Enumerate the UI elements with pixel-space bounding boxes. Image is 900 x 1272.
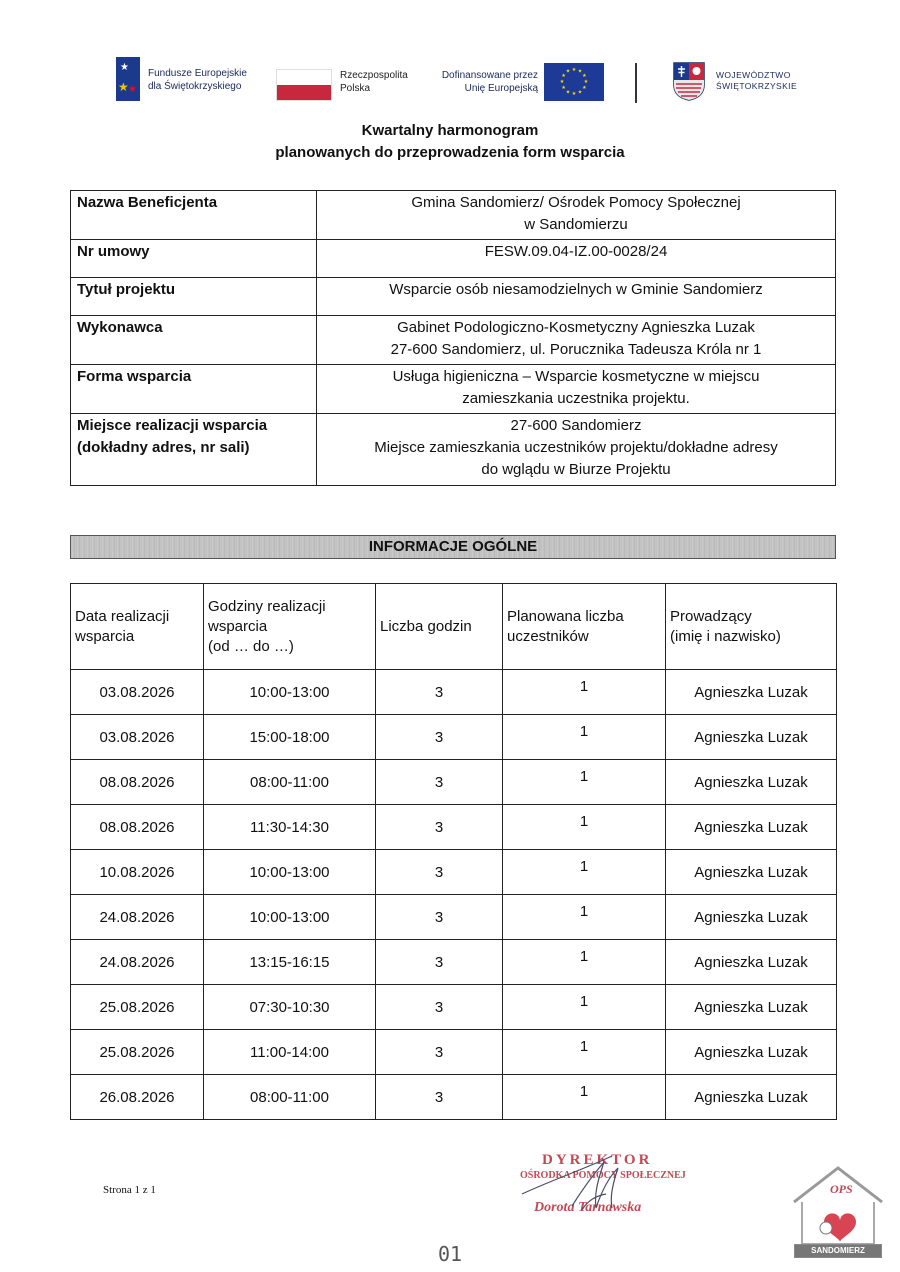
- cell-hours: 10:00-13:00: [204, 670, 376, 715]
- cell-count: 3: [376, 940, 503, 985]
- document-title-line2: planowanych do przeprowadzenia form wsparcia: [275, 144, 625, 161]
- header-participants-line2: uczestników: [507, 627, 589, 645]
- cell-date: 10.08.2026: [71, 850, 204, 895]
- miejsce-value-line3: do wglądu w Biurze Projektu: [481, 461, 671, 478]
- svg-text:★: ★: [571, 67, 577, 73]
- fe-logo-line1: Fundusze Europejskie: [148, 68, 247, 79]
- table-row: [71, 805, 837, 850]
- header-hours-line1: Godziny realizacji: [208, 597, 326, 615]
- svg-text:★: ★: [577, 89, 583, 96]
- cell-date: 03.08.2026: [71, 670, 204, 715]
- tytul-label: Tytuł projektu: [71, 278, 317, 316]
- cell-lead: Agnieszka Luzak: [666, 1030, 837, 1075]
- project-info-table: [70, 190, 836, 486]
- beneficjent-value-line1: Gmina Sandomierz/ Ośrodek Pomocy Społecznej: [411, 194, 741, 211]
- miejsce-value-line2: Miejsce zamieszkania uczestników projektu/dokładne adresy: [374, 439, 778, 456]
- header-date: [71, 584, 204, 670]
- cell-count: 3: [376, 760, 503, 805]
- wykonawca-label: Wykonawca: [71, 316, 317, 365]
- miejsce-label-line1: Miejsce realizacji wsparcia: [77, 417, 268, 434]
- document-title-line1: Kwartalny harmonogram: [361, 122, 539, 139]
- logo-bar: [110, 55, 800, 105]
- header-participants-line1: Planowana liczba: [507, 607, 624, 625]
- forma-value-line1: Usługa higieniczna – Wsparcie kosmetyczne w miejscu: [392, 368, 760, 385]
- document-title: [0, 120, 900, 164]
- info-row-miejsce: [71, 414, 836, 486]
- cell-date: 08.08.2026: [71, 805, 204, 850]
- cell-lead: Agnieszka Luzak: [666, 895, 837, 940]
- section-banner: INFORMACJE OGÓLNE: [70, 535, 836, 559]
- cell-lead: Agnieszka Luzak: [666, 715, 837, 760]
- cell-participants: 1: [503, 760, 666, 805]
- director-stamp: [512, 1150, 692, 1222]
- table-row: [71, 715, 837, 760]
- beneficjent-value-line2: w Sandomierzu: [524, 216, 628, 233]
- cell-hours: 08:00-11:00: [204, 760, 376, 805]
- cell-hours: 10:00-13:00: [204, 850, 376, 895]
- cell-lead: Agnieszka Luzak: [666, 985, 837, 1030]
- table-row: [71, 985, 837, 1030]
- ws-logo-line1: WOJEWÓDZTWO: [716, 70, 791, 80]
- rp-logo-line1: Rzeczpospolita: [340, 70, 408, 81]
- svg-text:★: ★: [561, 85, 566, 91]
- header-date-line1: Data realizacji: [75, 607, 170, 625]
- forma-label: Forma wsparcia: [71, 365, 317, 414]
- cell-lead: Agnieszka Luzak: [666, 760, 837, 805]
- cell-hours: 13:15-16:15: [204, 940, 376, 985]
- header-lead: [666, 584, 837, 670]
- table-row: [71, 850, 837, 895]
- ue-logo-line2: Unię Europejską: [464, 83, 538, 94]
- wykonawca-value-line2: 27-600 Sandomierz, ul. Porucznika Tadeusza Króla nr 1: [390, 341, 762, 358]
- header-hours-line3: (od … do …): [208, 637, 294, 655]
- cell-date: 08.08.2026: [71, 760, 204, 805]
- ops-logo-text: OPS: [830, 1182, 853, 1196]
- cell-date: 24.08.2026: [71, 940, 204, 985]
- cell-lead: Agnieszka Luzak: [666, 670, 837, 715]
- cell-count: 3: [376, 895, 503, 940]
- stamp-name: Dorota Tarnawska: [534, 1200, 642, 1215]
- header-participants: [503, 584, 666, 670]
- cell-date: 03.08.2026: [71, 715, 204, 760]
- svg-text:★: ★: [571, 91, 577, 97]
- schedule-table: [70, 583, 837, 1120]
- wykonawca-value-line1: Gabinet Podologiczno-Kosmetyczny Agnieszka Luzak: [397, 319, 755, 336]
- cell-lead: Agnieszka Luzak: [666, 805, 837, 850]
- ops-logo-city: SANDOMIERZ: [794, 1244, 882, 1258]
- eu-flag-icon: [544, 63, 604, 101]
- cell-lead: Agnieszka Luzak: [666, 940, 837, 985]
- crest-icon: [672, 61, 706, 101]
- cell-count: 3: [376, 1075, 503, 1120]
- ue-logo-text: [442, 69, 538, 95]
- svg-text:★: ★: [565, 68, 571, 75]
- cell-count: 3: [376, 850, 503, 895]
- schedule-header-row: [71, 584, 837, 670]
- cell-date: 26.08.2026: [71, 1075, 204, 1120]
- header-lead-line2: (imię i nazwisko): [670, 627, 781, 645]
- info-row-tytul: [71, 278, 836, 316]
- beneficjent-label: Nazwa Beneficjenta: [71, 191, 317, 240]
- info-row-beneficjent: [71, 191, 836, 240]
- miejsce-label: [71, 414, 317, 486]
- miejsce-label-line2: (dokładny adres, nr sali): [77, 439, 250, 456]
- cell-hours: 08:00-11:00: [204, 1075, 376, 1120]
- header-date-line2: wsparcia: [75, 627, 135, 645]
- miejsce-value-line1: 27-600 Sandomierz: [510, 417, 642, 434]
- umowa-value: FESW.09.04-IZ.00-0028/24: [317, 240, 836, 278]
- cell-hours: 10:00-13:00: [204, 895, 376, 940]
- cell-participants: 1: [503, 940, 666, 985]
- cell-participants: 1: [503, 670, 666, 715]
- polish-flag-icon: [276, 69, 332, 101]
- cell-hours: 11:30-14:30: [204, 805, 376, 850]
- page-number: Strona 1 z 1: [103, 1184, 156, 1196]
- cell-participants: 1: [503, 1030, 666, 1075]
- rzeczpospolita-logo: [276, 55, 416, 103]
- cell-participants: 1: [503, 895, 666, 940]
- document-number: 01: [437, 1242, 463, 1266]
- svg-text:★: ★: [559, 79, 565, 85]
- ws-logo-line2: ŚWIĘTOKRZYSKIE: [716, 81, 798, 91]
- cell-participants: 1: [503, 985, 666, 1030]
- svg-text:★: ★: [561, 73, 566, 79]
- unia-europejska-logo: [432, 55, 604, 103]
- cell-date: 25.08.2026: [71, 1030, 204, 1075]
- table-row: [71, 940, 837, 985]
- rp-logo-text: [340, 69, 408, 95]
- info-row-wykonawca: [71, 316, 836, 365]
- cell-hours: 15:00-18:00: [204, 715, 376, 760]
- miejsce-value: [317, 414, 836, 486]
- wojewodztwo-logo: [672, 55, 802, 103]
- fe-star-icon: ★ ★ ★: [116, 57, 140, 101]
- header-hours: [204, 584, 376, 670]
- cell-date: 25.08.2026: [71, 985, 204, 1030]
- cell-participants: 1: [503, 805, 666, 850]
- info-row-forma: [71, 365, 836, 414]
- forma-value-line2: zamieszkania uczestnika projektu.: [462, 390, 690, 407]
- header-hours-line2: wsparcia: [208, 617, 268, 635]
- svg-text:★: ★: [583, 79, 589, 85]
- table-row: [71, 895, 837, 940]
- rp-logo-line2: Polska: [340, 83, 371, 94]
- umowa-label: Nr umowy: [71, 240, 317, 278]
- cell-count: 3: [376, 985, 503, 1030]
- cell-count: 3: [376, 805, 503, 850]
- ue-logo-line1: Dofinansowane przez: [441, 70, 538, 81]
- header-lead-line1: Prowadzący: [670, 607, 752, 625]
- cell-count: 3: [376, 715, 503, 760]
- table-row: [71, 670, 837, 715]
- cell-participants: 1: [503, 715, 666, 760]
- table-row: [71, 1075, 837, 1120]
- signature-icon: [512, 1150, 692, 1222]
- table-row: [71, 1030, 837, 1075]
- forma-value: [317, 365, 836, 414]
- cell-lead: Agnieszka Luzak: [666, 1075, 837, 1120]
- cell-date: 24.08.2026: [71, 895, 204, 940]
- stamp-title: DYREKTOR: [542, 1152, 653, 1168]
- fundusze-europejskie-logo: [116, 55, 256, 103]
- table-row: [71, 760, 837, 805]
- svg-text:★: ★: [577, 68, 583, 75]
- ws-logo-text: [716, 70, 797, 92]
- info-row-umowa: [71, 240, 836, 278]
- stamp-subtitle: OŚRODKA POMOCY SPOŁECZNEJ: [520, 1170, 686, 1181]
- cell-count: 3: [376, 1030, 503, 1075]
- cell-hours: 11:00-14:00: [204, 1030, 376, 1075]
- wykonawca-value: [317, 316, 836, 365]
- logo-separator: [635, 63, 637, 103]
- svg-text:★: ★: [582, 73, 587, 79]
- cell-count: 3: [376, 670, 503, 715]
- cell-participants: 1: [503, 1075, 666, 1120]
- fe-logo-text: [148, 67, 247, 93]
- tytul-value: Wsparcie osób niesamodzielnych w Gminie Sandomierz: [317, 278, 836, 316]
- beneficjent-value: [317, 191, 836, 240]
- svg-text:★: ★: [565, 89, 571, 96]
- fe-logo-line2: dla Świętokrzyskiego: [148, 81, 242, 92]
- header-count-text: Liczba godzin: [380, 617, 472, 635]
- svg-text:★: ★: [582, 85, 587, 91]
- cell-lead: Agnieszka Luzak: [666, 850, 837, 895]
- header-count: [376, 584, 503, 670]
- cell-participants: 1: [503, 850, 666, 895]
- cell-hours: 07:30-10:30: [204, 985, 376, 1030]
